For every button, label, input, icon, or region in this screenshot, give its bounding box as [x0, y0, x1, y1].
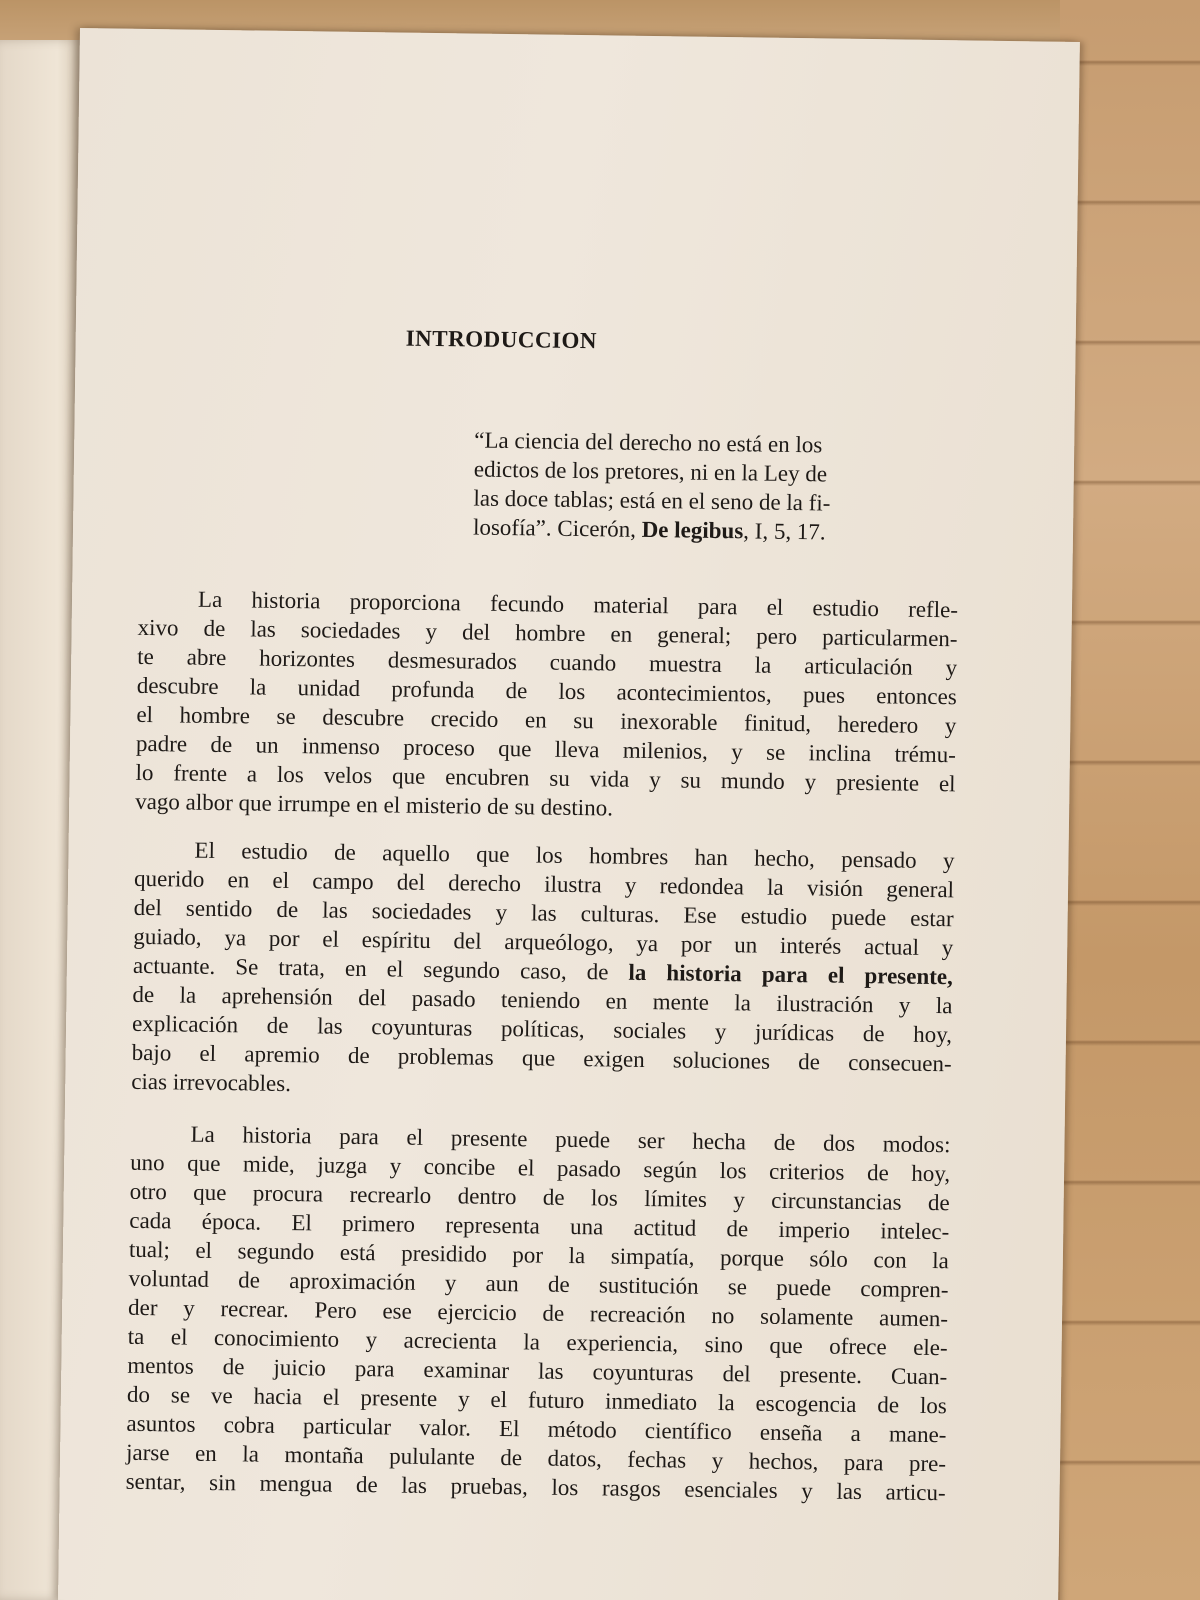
paragraph-line: bajo el apremio de problemas que exigen soluciones de consecuen- [131, 1039, 952, 1077]
emphasis-phrase: la historia para el presente, [628, 959, 954, 990]
epigraph-work-title: De legibus [641, 516, 744, 544]
paragraph-line: el hombre se descubre crecido en su inexorable finitud, heredero y [136, 701, 957, 739]
paragraph-line: jarse en la montaña pululante de datos, fechas y hechos, para pre- [125, 1439, 947, 1477]
epigraph-attribution: losofía”. Cicerón, [472, 514, 642, 542]
epigraph-citation: , I, 5, 17. [743, 518, 826, 545]
epigraph-line: las doce tablas; está en el seno de la fi- [473, 485, 831, 516]
wooden-table-background [1060, 0, 1200, 1600]
body-paragraph-1 [135, 584, 958, 827]
paragraph-line: cada época. El primero representa una actitud de imperio intelec- [129, 1207, 950, 1245]
paragraph-line: voluntad de aproximación y aun de sustitución se puede compren- [128, 1265, 949, 1303]
paragraph-line: descubre la unidad profunda de los acontecimientos, pues entonces [136, 672, 957, 710]
paragraph-line: La historia proporciona fecundo material para el estudio refle- [197, 586, 959, 623]
epigraph-line: “La ciencia del derecho no está en los [474, 427, 823, 458]
paragraph-line: mentos de juicio para examinar las coyunturas del presente. Cuan- [127, 1352, 948, 1390]
paragraph-line: tual; el segundo está presidido por la simpatía, porque sólo con la [128, 1236, 950, 1274]
paragraph-line: del sentido de las sociedades y las culturas. Ese estudio puede estar [133, 894, 954, 932]
epigraph-quote [473, 426, 955, 549]
paragraph-line: asuntos cobra particular valor. El método científico enseña a mane- [126, 1410, 947, 1448]
body-paragraph-3 [126, 1119, 951, 1507]
epigraph-line: edictos de los pretores, ni en la Ley de [473, 456, 828, 487]
paragraph-line: vago albor que irrumpe en el misterio de su destino. [135, 788, 614, 821]
paragraph-line: El estudio de aquello que los hombres han hecho, pensado y [194, 837, 955, 874]
paragraph-line: de la aprehensión del pasado teniendo en mente la ilustración y la [132, 981, 953, 1019]
paragraph-line: padre de un inmenso proceso que lleva milenios, y se inclina trému- [135, 730, 957, 768]
paragraph-line: ta el conocimiento y acrecienta la experiencia, sino que ofrece ele- [127, 1323, 948, 1361]
paragraph-line: cias irrevocables. [131, 1068, 292, 1097]
paragraph-line: sentar, sin mengua de las pruebas, los rasgos esenciales y las articu- [125, 1468, 946, 1506]
emphasis-prefix: actuante. Se trata, en el segundo caso, de [132, 952, 629, 985]
paragraph-line: te abre horizontes desmesurados cuando muestra la articulación y [137, 643, 958, 681]
book-page [58, 28, 1080, 1600]
chapter-heading: INTRODUCCION [405, 325, 598, 354]
epigraph-line [473, 513, 953, 549]
paragraph-line: do se ve hacia el presente y el futuro inmediato la escogencia de los [126, 1381, 948, 1419]
paragraph-line: querido en el campo del derecho ilustra y redondea la visión general [133, 865, 955, 903]
paragraph-line: guiado, ya por el espíritu del arqueólogo, ya por un interés actual y [133, 923, 954, 961]
paragraph-line: otro que procura recrearlo dentro de los límites y circunstancias de [129, 1178, 950, 1216]
body-paragraph-2 [131, 835, 955, 1107]
paragraph-line: La historia para el presente puede ser hecha de dos modos: [190, 1121, 951, 1158]
paragraph-line: lo frente a los velos que encubren su vida y su mundo y presiente el [135, 759, 956, 797]
paragraph-line: uno que mide, juzga y concibe el pasado según los criterios de hoy, [129, 1149, 951, 1187]
paragraph-line: xivo de las sociedades y del hombre en general; pero particularmen- [137, 614, 958, 652]
paragraph-line: der y recrear. Pero ese ejercicio de recreación no solamente aumen- [127, 1294, 949, 1332]
paragraph-line: explicación de las coyunturas políticas, sociales y jurídicas de hoy, [131, 1010, 953, 1048]
